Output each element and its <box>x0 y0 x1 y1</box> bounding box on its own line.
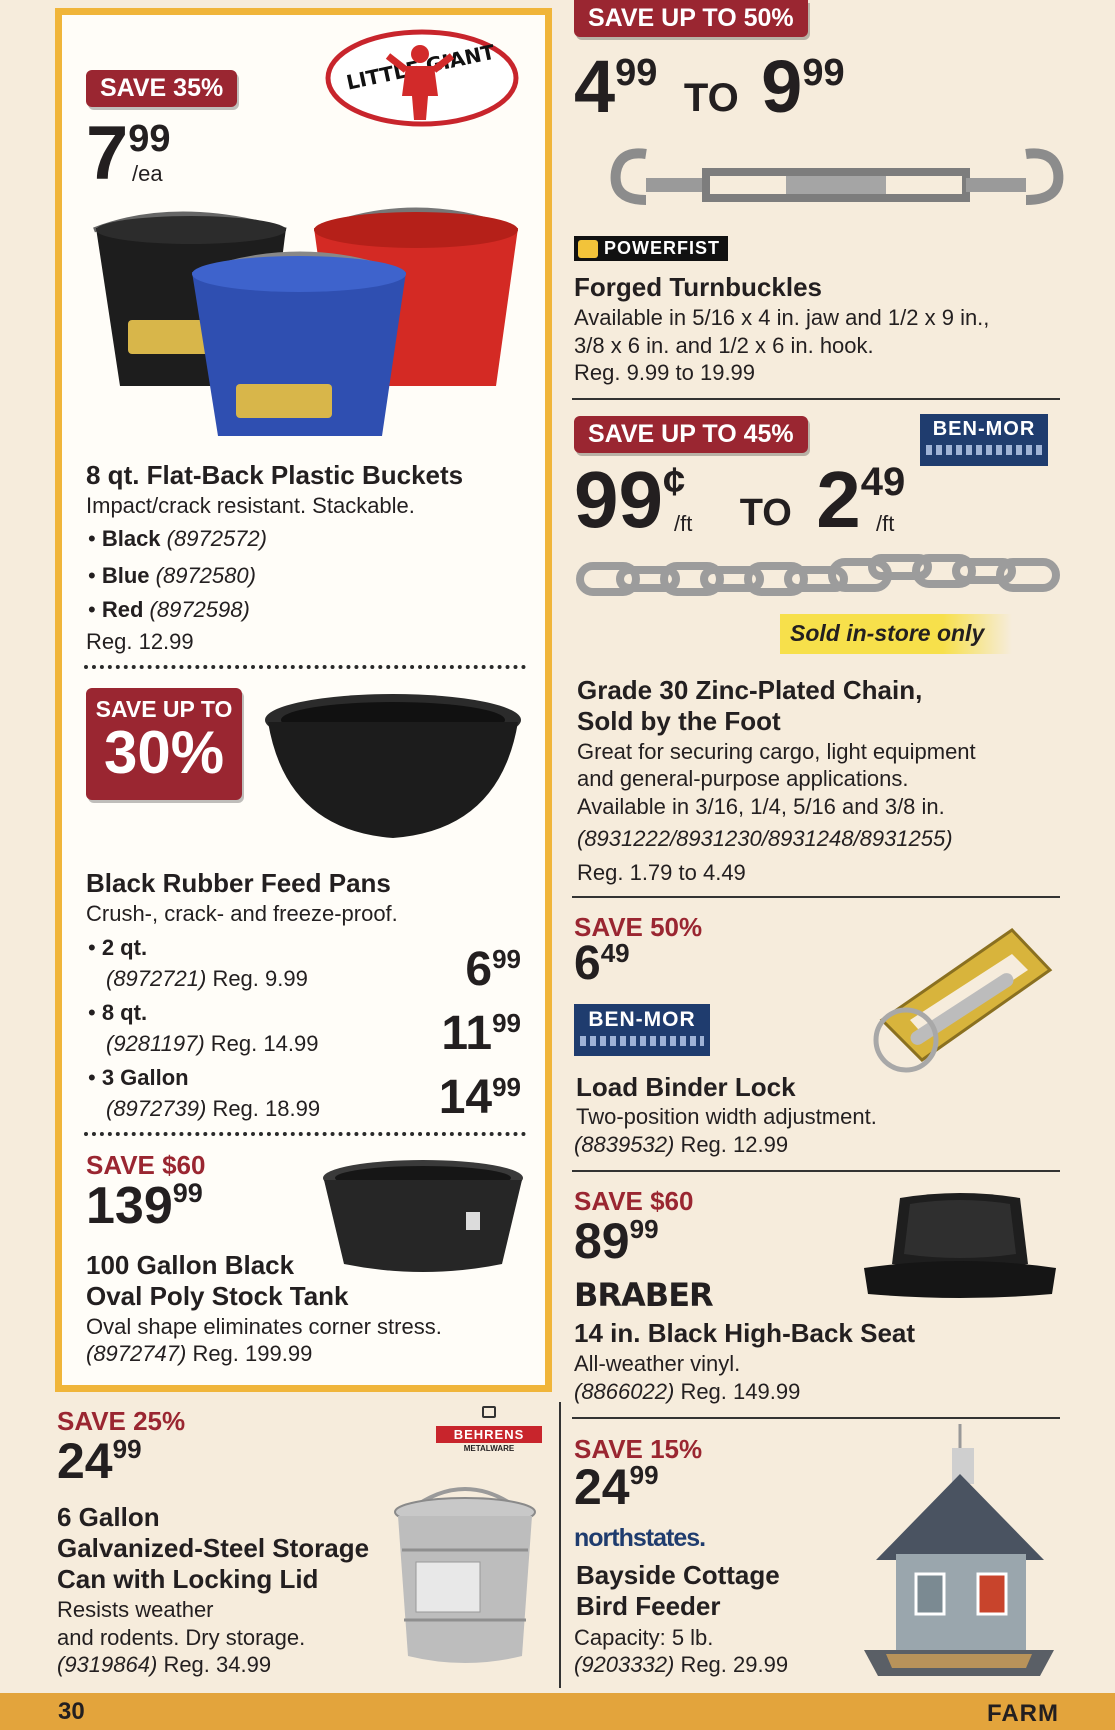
feed-pans-variant-8qt: • 8 qt. <box>88 1000 148 1025</box>
variant-name: Black <box>101 526 161 551</box>
turnbuckles-regular-price: Reg. 9.99 to 19.99 <box>574 360 756 385</box>
behrens-logo <box>436 1406 542 1458</box>
price-cents: 99 <box>629 1214 659 1244</box>
storage-can-title-line1: 6 Gallon <box>57 1502 160 1532</box>
storage-can-reg: Reg. 34.99 <box>163 1652 272 1677</box>
price-dollars: 24 <box>57 1433 113 1489</box>
chain-regular-price: Reg. 1.79 to 4.49 <box>577 860 746 885</box>
chain-price-range <box>574 455 906 544</box>
stock-tank-reg: Reg. 199.99 <box>192 1341 313 1366</box>
feed-pans-variant-8qt-details <box>106 1030 318 1057</box>
stock-tank-title-line1: 100 Gallon Black <box>86 1250 295 1280</box>
stock-tank-price <box>86 1177 203 1235</box>
turnbuckles-desc-line2: 3/8 x 6 in. and 1/2 x 6 in. hook. <box>574 333 874 358</box>
bird-feeder-image <box>856 1424 1062 1686</box>
in-store-only-text: Sold in-store only <box>790 620 985 646</box>
feed-pans-variant-3gal: • 3 Gallon <box>88 1065 189 1090</box>
feed-pans-title: Black Rubber Feed Pans <box>86 868 391 898</box>
stock-tank-save: SAVE $60 <box>86 1150 206 1180</box>
turnbuckles-desc-line1: Available in 5/16 x 4 in. jaw and 1/2 x 9 in., <box>574 305 990 330</box>
price-to: TO <box>739 492 792 534</box>
storage-can-title-line2: Galvanized-Steel Storage <box>57 1533 370 1563</box>
price-dollars: 11 <box>441 1007 493 1060</box>
buckets-description: Impact/crack resistant. Stackable. <box>86 493 415 518</box>
divider <box>572 896 1060 898</box>
bird-feeder-reg: Reg. 29.99 <box>680 1652 789 1677</box>
price-cents: 99 <box>112 1434 142 1464</box>
divider <box>84 665 526 669</box>
storage-can-title-line3: Can with Locking Lid <box>57 1564 319 1594</box>
variant-sku: (9281197) <box>106 1031 205 1056</box>
northstates-logo: northstates. <box>574 1524 706 1552</box>
buckets-variant-black: • Black (8972572) <box>88 526 267 551</box>
turnbuckles-title: Forged Turnbuckles <box>574 272 822 302</box>
braber-logo: BRABER <box>574 1276 713 1314</box>
column-divider <box>559 1402 561 1688</box>
divider <box>572 398 1060 400</box>
feed-pans-save-badge <box>86 688 242 800</box>
feed-pans-variant-2qt-details <box>106 965 308 992</box>
stock-tank-sku-reg <box>86 1340 312 1367</box>
in-store-only-label <box>780 614 1012 654</box>
stock-tank-description: Oval shape eliminates corner stress. <box>86 1314 442 1339</box>
buckets-price-cents: 99 <box>128 118 171 160</box>
price2-cents: 49 <box>860 460 906 504</box>
buckets-image <box>86 190 526 440</box>
feed-pans-variant-3gal-details <box>106 1095 320 1122</box>
seat-reg: Reg. 149.99 <box>680 1379 801 1404</box>
chain-image <box>576 548 1060 606</box>
svg-text:LITTLE GIANT: LITTLE GIANT <box>344 39 497 95</box>
chain-price1-unit: /ft <box>674 511 693 536</box>
binder-lock-sku-reg <box>574 1131 788 1158</box>
ben-mor-logo-text: BEN-MOR <box>932 418 1036 440</box>
price-dollars: 89 <box>574 1213 630 1269</box>
buckets-save-badge: SAVE 35% <box>86 70 237 107</box>
binder-lock-price <box>574 937 630 990</box>
feed-pans-variant-2qt: • 2 qt. <box>88 935 148 960</box>
stock-tank-title-line2: Oval Poly Stock Tank <box>86 1281 349 1311</box>
buckets-regular-price: Reg. 12.99 <box>86 629 194 654</box>
price-dollars: 24 <box>574 1459 630 1515</box>
price-cents: 99 <box>172 1178 203 1208</box>
feed-pans-price-8qt <box>441 1007 521 1060</box>
feed-pans-description: Crush-, crack- and freeze-proof. <box>86 901 398 926</box>
binder-lock-save: SAVE 50% <box>574 912 703 942</box>
binder-lock-reg: Reg. 12.99 <box>680 1132 789 1157</box>
chain-skus: (8931222/8931230/8931248/8931255) <box>577 826 953 851</box>
price1-cents: 99 <box>615 52 658 94</box>
page-number: 30 <box>58 1698 85 1725</box>
storage-can-image <box>390 1470 540 1672</box>
price-dollars: 139 <box>86 1177 173 1235</box>
little-giant-logo <box>322 24 522 128</box>
feed-pans-badge-line1: SAVE UP TO <box>95 696 233 722</box>
price2-dollars: 2 <box>816 455 861 544</box>
bird-feeder-title-line1: Bayside Cottage <box>576 1560 780 1590</box>
variant-sku: (8972721) <box>106 966 207 991</box>
variant-sku: (8972739) <box>106 1096 207 1121</box>
turnbuckle-image <box>606 144 1070 226</box>
binder-lock-sku: (8839532) <box>574 1132 675 1157</box>
storage-can-sku: (9319864) <box>57 1652 158 1677</box>
storage-can-save: SAVE 25% <box>57 1406 186 1436</box>
storage-can-price <box>57 1433 142 1489</box>
ben-mor-logo <box>920 414 1048 466</box>
seat-image <box>860 1190 1060 1300</box>
price-cents: 99 <box>492 1072 521 1102</box>
buckets-price-unit: /ea <box>132 161 163 186</box>
storage-can-sku-reg <box>57 1651 271 1678</box>
price-cents: 49 <box>600 938 630 968</box>
price-cents: 99 <box>492 944 521 974</box>
powerfist-logo-text: POWERFIST <box>604 238 720 258</box>
bird-feeder-sku: (9203332) <box>574 1652 675 1677</box>
chain-price2-unit: /ft <box>876 511 895 536</box>
price-cents: 99 <box>492 1008 521 1038</box>
turnbuckles-price-range <box>574 45 845 128</box>
divider <box>572 1170 1060 1172</box>
chain-title-line2: Sold by the Foot <box>577 706 781 736</box>
behrens-logo-text: BEHRENS <box>436 1426 542 1443</box>
price2-cents: 99 <box>802 52 845 94</box>
price-cents: 99 <box>629 1460 659 1490</box>
chain-save-badge: SAVE UP TO 45% <box>574 416 808 453</box>
binder-lock-image <box>862 910 1062 1080</box>
price2-dollars: 9 <box>761 45 803 128</box>
section-name: FARM <box>987 1700 1059 1727</box>
variant-name: Red <box>101 597 144 622</box>
powerfist-logo <box>574 236 728 261</box>
seat-sku-reg <box>574 1378 800 1405</box>
feed-pans-image <box>258 690 528 846</box>
variant-name: 2 qt. <box>101 935 148 960</box>
buckets-title: 8 qt. Flat-Back Plastic Buckets <box>86 460 464 490</box>
variant-sku: (8972572) <box>166 526 267 551</box>
price1-dollars: 99 <box>574 455 663 544</box>
variant-name: 8 qt. <box>101 1000 148 1025</box>
binder-lock-description: Two-position width adjustment. <box>576 1104 877 1129</box>
price1-cents: ¢ <box>662 460 686 504</box>
chain-desc-line1: Great for securing cargo, light equipment <box>577 739 976 764</box>
price-dollars: 6 <box>465 943 493 996</box>
storage-can-desc-line1: Resists weather <box>57 1597 214 1622</box>
feed-pans-price-3gal <box>438 1071 521 1124</box>
seat-title: 14 in. Black High-Back Seat <box>574 1318 916 1348</box>
bird-feeder-description: Capacity: 5 lb. <box>574 1625 714 1650</box>
chain-desc-line2: and general-purpose applications. <box>577 766 909 791</box>
binder-lock-title: Load Binder Lock <box>576 1072 796 1102</box>
price-to: TO <box>683 76 739 120</box>
bird-feeder-save: SAVE 15% <box>574 1434 703 1464</box>
seat-price <box>574 1213 659 1269</box>
buckets-variant-blue: • Blue (8972580) <box>88 563 256 588</box>
stock-tank-image <box>318 1156 528 1278</box>
seat-save: SAVE $60 <box>574 1186 694 1216</box>
turnbuckles-save-badge: SAVE UP TO 50% <box>574 0 808 37</box>
variant-reg: Reg. 9.99 <box>212 966 308 991</box>
chain-desc-line3: Available in 3/16, 1/4, 5/16 and 3/8 in. <box>577 794 945 819</box>
variant-reg: Reg. 14.99 <box>210 1031 319 1056</box>
seat-description: All-weather vinyl. <box>574 1351 741 1376</box>
seat-sku: (8866022) <box>574 1379 675 1404</box>
page-footer-bar <box>0 1693 1115 1730</box>
feed-pans-price-2qt <box>465 943 521 996</box>
variant-name: 3 Gallon <box>101 1065 189 1090</box>
price-dollars: 14 <box>438 1071 493 1124</box>
ben-mor-logo-small <box>574 1004 710 1056</box>
divider <box>84 1132 526 1136</box>
storage-can-desc-line2: and rodents. Dry storage. <box>57 1625 306 1650</box>
price1-dollars: 4 <box>574 45 616 128</box>
bird-feeder-title-line2: Bird Feeder <box>576 1591 721 1621</box>
variant-name: Blue <box>101 563 150 588</box>
feed-pans-badge-line2: 30% <box>103 719 225 786</box>
ben-mor-logo-small-text: BEN-MOR <box>588 1008 696 1031</box>
behrens-logo-subtext: METALWARE <box>463 1444 515 1453</box>
stock-tank-sku: (8972747) <box>86 1341 187 1366</box>
price-dollars: 6 <box>574 937 601 990</box>
variant-sku: (8972580) <box>155 563 256 588</box>
buckets-price-dollars: 7 <box>86 111 129 196</box>
bird-feeder-sku-reg <box>574 1651 788 1678</box>
variant-reg: Reg. 18.99 <box>212 1096 321 1121</box>
chain-title-line1: Grade 30 Zinc-Plated Chain, <box>577 675 923 705</box>
variant-sku: (8972598) <box>149 597 250 622</box>
divider <box>572 1417 1060 1419</box>
bird-feeder-price <box>574 1459 659 1515</box>
buckets-variant-red: • Red (8972598) <box>88 597 250 622</box>
